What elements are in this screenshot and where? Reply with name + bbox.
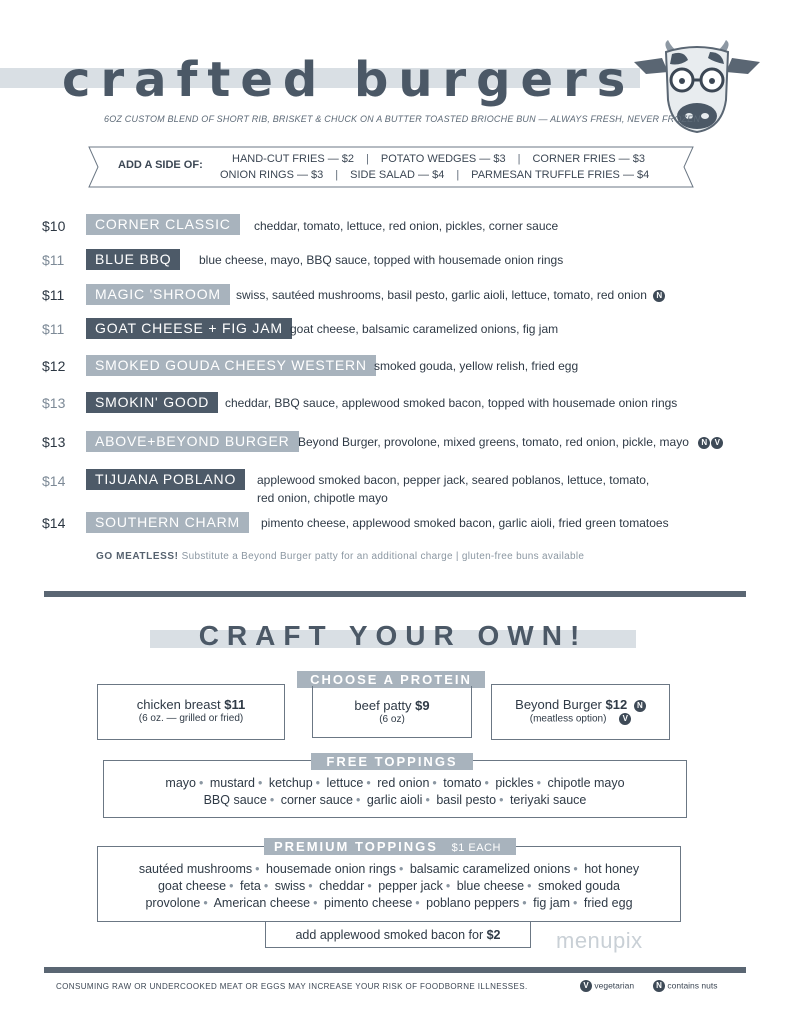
premium-toppings-box: [97, 846, 681, 922]
topping: goat cheese: [157, 879, 227, 893]
burger-name: CORNER CLASSIC: [86, 214, 240, 235]
burger-name: GOAT CHEESE + FIG JAM: [86, 318, 292, 339]
food-safety-warning: CONSUMING RAW OR UNDERCOOKED MEAT OR EGGS MAY INCREASE YOUR RISK OF FOODBORNE ILLNESSES.: [56, 982, 528, 991]
tagline: 6OZ CUSTOM BLEND OF SHORT RIB, BRISKET & CHUCK ON A BUTTER TOASTED BRIOCHE BUN — ALWAYS FRESH, NEVER FROZEN: [104, 114, 701, 124]
side-item: CORNER FRIES — $3: [532, 153, 645, 165]
protein-label: CHOOSE A PROTEIN: [297, 671, 485, 688]
protein-name: Beyond Burger: [515, 697, 602, 712]
vegetarian-legend-label: vegetarian: [594, 980, 635, 991]
protein-option: [312, 686, 472, 738]
meatless-text: Substitute a Beyond Burger patty for an additional charge | gluten-free buns available: [181, 551, 585, 562]
burger-name: MAGIC 'SHROOM: [86, 284, 230, 305]
topping: chipotle mayo: [547, 776, 625, 790]
topping: lettuce: [326, 776, 364, 790]
premium-price: $1 EACH: [451, 842, 501, 854]
topping: pickles: [495, 776, 534, 790]
burger-desc: swiss, sautéed mushrooms, basil pesto, garlic aioli, lettuce, tomato, red onion: [236, 288, 647, 302]
burger-price: $13: [42, 434, 66, 450]
sides-label: ADD A SIDE OF:: [118, 159, 203, 171]
topping: ketchup: [268, 776, 313, 790]
sides-line-2: ONION RINGS — $3 | SIDE SALAD — $4 | PARMESAN TRUFFLE FRIES — $4: [220, 169, 650, 181]
topping: cheddar: [319, 879, 365, 893]
burger-price: $11: [42, 252, 65, 268]
burger-price: $11: [42, 321, 65, 337]
side-item: POTATO WEDGES — $3: [380, 153, 506, 165]
topping: housemade onion rings: [266, 862, 396, 876]
sides-line-1: HAND-CUT FRIES — $2 | POTATO WEDGES — $3 | CORNER FRIES — $3: [232, 153, 645, 165]
burger-name: SMOKED GOUDA CHEESY WESTERN: [86, 355, 376, 376]
nuts-badge-icon: N: [634, 700, 646, 712]
topping: mayo: [165, 776, 196, 790]
topping: red onion: [377, 776, 430, 790]
burger-desc: cheddar, BBQ sauce, applewood smoked bacon, topped with housemade onion rings: [225, 396, 678, 410]
vegetarian-badge-icon: V: [711, 437, 723, 449]
free-toppings-line: BBQ sauce • corner sauce • garlic aioli • basil pesto • teriyaki sauce: [203, 793, 587, 807]
topping: American cheese: [213, 896, 311, 910]
topping: sautéed mushrooms: [138, 862, 253, 876]
premium-toppings-line: provolone • American cheese • pimento cheese • poblano peppers • fig jam • fried egg: [145, 896, 633, 910]
topping: pepper jack: [378, 879, 443, 893]
side-item: SIDE SALAD — $4: [350, 169, 445, 181]
nuts-badge-icon: N: [653, 290, 665, 302]
protein-note: (meatless option): [529, 713, 607, 725]
topping: tomato: [443, 776, 482, 790]
burger-name: TIJUANA POBLANO: [86, 469, 245, 490]
protein-note: (6 oz): [379, 714, 405, 725]
burger-desc: cheddar, tomato, lettuce, red onion, pickles, corner sauce: [254, 219, 559, 233]
free-toppings-line: mayo • mustard • ketchup • lettuce • red onion • tomato • pickles • chipotle mayo: [165, 776, 625, 790]
burger-desc-continued: red onion, chipotle mayo: [257, 491, 388, 505]
topping: garlic aioli: [366, 793, 423, 807]
topping: blue cheese: [456, 879, 525, 893]
burger-price: $10: [42, 218, 66, 234]
protein-price: $11: [224, 697, 246, 712]
topping: BBQ sauce: [203, 793, 267, 807]
bacon-price: $2: [486, 928, 501, 942]
topping: provolone: [145, 896, 201, 910]
burger-name: SOUTHERN CHARM: [86, 512, 249, 533]
burger-price: $14: [42, 473, 66, 489]
topping: fried egg: [583, 896, 633, 910]
nuts-legend-label: contains nuts: [667, 980, 718, 991]
premium-label-text: PREMIUM TOPPINGS: [274, 839, 438, 854]
burger-desc-row: [236, 287, 665, 304]
burger-desc: Beyond Burger, provolone, mixed greens, tomato, red onion, pickle, mayo: [298, 435, 689, 449]
burger-desc: blue cheese, mayo, BBQ sauce, topped with housemade onion rings: [199, 253, 564, 267]
meatless-lead: GO MEATLESS!: [96, 551, 179, 562]
topping: smoked gouda: [538, 879, 621, 893]
burger-price: $13: [42, 395, 66, 411]
burger-price: $14: [42, 515, 66, 531]
topping: poblano peppers: [426, 896, 520, 910]
protein-price: $9: [415, 698, 430, 713]
premium-toppings-line: goat cheese • feta • swiss • cheddar • pepper jack • blue cheese • smoked gouda: [157, 879, 621, 893]
watermark: menupix: [556, 928, 643, 953]
protein-name: chicken breast: [136, 697, 221, 712]
protein-price: $12: [605, 697, 628, 712]
topping: feta: [239, 879, 261, 893]
side-item: PARMESAN TRUFFLE FRIES — $4: [471, 169, 650, 181]
meatless-note: [96, 551, 584, 562]
nuts-legend: [653, 980, 717, 992]
topping: fig jam: [533, 896, 570, 910]
topping: swiss: [274, 879, 306, 893]
topping: basil pesto: [436, 793, 497, 807]
free-toppings-label: FREE TOPPINGS: [311, 753, 473, 770]
burger-name: ABOVE+BEYOND BURGER: [86, 431, 299, 452]
protein-note: (6 oz. — grilled or fried): [138, 713, 244, 724]
topping: mustard: [209, 776, 256, 790]
burger-desc: smoked gouda, yellow relish, fried egg: [374, 359, 579, 373]
protein-name: beef patty: [354, 698, 412, 713]
nuts-badge-icon: N: [698, 437, 710, 449]
premium-toppings-label: [264, 838, 516, 855]
side-item: ONION RINGS — $3: [220, 169, 324, 181]
topping: hot honey: [584, 862, 640, 876]
topping: corner sauce: [280, 793, 353, 807]
burger-price: $11: [42, 287, 65, 303]
page-title: crafted burgers: [62, 52, 636, 108]
topping: teriyaki sauce: [509, 793, 587, 807]
burger-name: SMOKIN' GOOD: [86, 392, 218, 413]
protein-option: [97, 684, 285, 740]
nuts-badge-icon: N: [653, 980, 665, 992]
burger-name: BLUE BBQ: [86, 249, 180, 270]
side-item: HAND-CUT FRIES — $2: [232, 153, 355, 165]
protein-option: [491, 684, 670, 740]
vegetarian-legend: [580, 980, 634, 992]
vegetarian-badge-icon: V: [619, 713, 631, 725]
topping: pimento cheese: [324, 896, 413, 910]
craft-title: CRAFT YOUR OWN!: [198, 620, 588, 651]
add-bacon-box: [265, 921, 531, 948]
burger-price: $12: [42, 358, 66, 374]
burger-desc: pimento cheese, applewood smoked bacon, garlic aioli, fried green tomatoes: [261, 516, 669, 530]
vegetarian-badge-icon: V: [580, 980, 592, 992]
premium-toppings-line: sautéed mushrooms • housemade onion rings • balsamic caramelized onions • hot honey: [138, 862, 640, 876]
topping: balsamic caramelized onions: [409, 862, 571, 876]
burger-desc-row: [298, 434, 723, 451]
burger-desc: goat cheese, balsamic caramelized onions, fig jam: [290, 322, 559, 336]
burger-desc: applewood smoked bacon, pepper jack, seared poblanos, lettuce, tomato,: [257, 473, 650, 487]
bacon-text: add applewood smoked bacon for: [295, 928, 484, 942]
